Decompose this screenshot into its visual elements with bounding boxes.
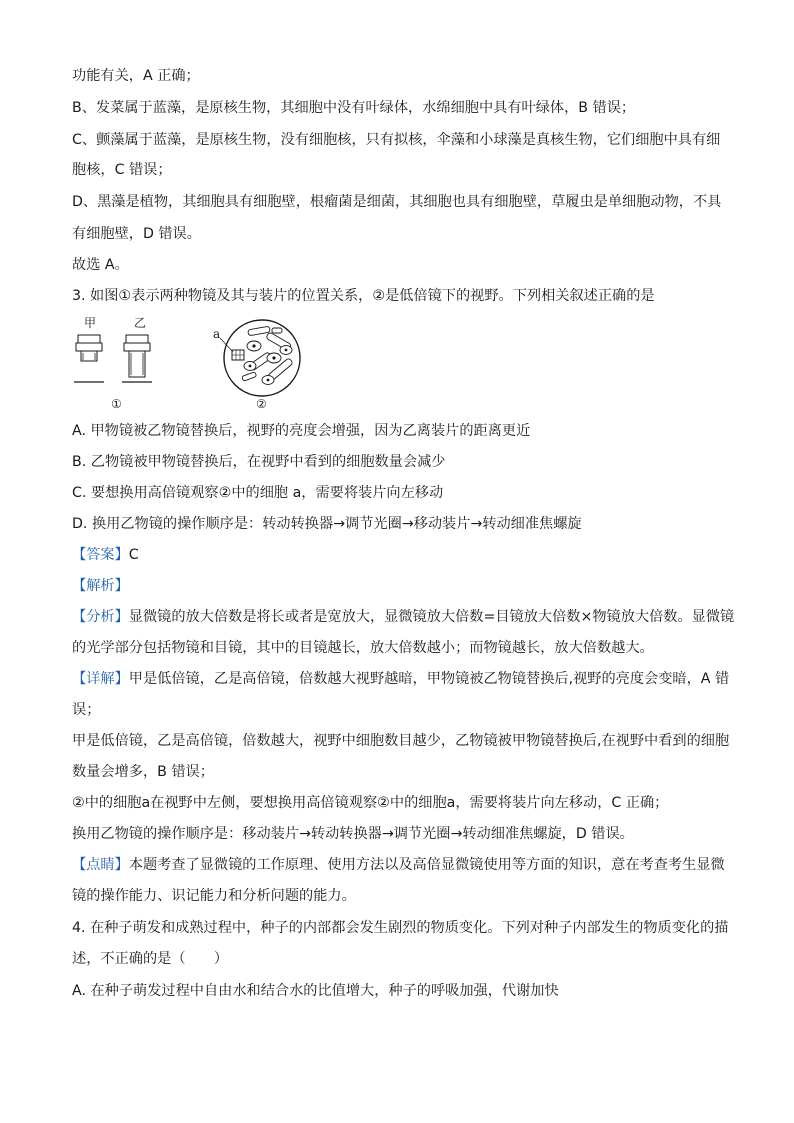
caption-2: ② [256, 397, 267, 411]
text-line: B、发菜属于蓝藻，是原核生物，其细胞中没有叶绿体，水绵细胞中具有叶绿体，B 错误； [72, 100, 636, 116]
text-line: 胞核，C 错误； [72, 162, 172, 178]
caption-1: ① [111, 397, 122, 411]
fenxi-line-2: 的光学部分包括物镜和目镜，其中的目镜越长，放大倍数越小；而物镜越长，放大倍数越大。 [72, 640, 654, 656]
analysis-tag: 【解析】 [72, 578, 129, 594]
option-a: A. 甲物镜被乙物镜替换后，视野的亮度会增强，因为乙离装片的距离更近 [72, 423, 531, 439]
answer-line [72, 545, 139, 565]
detail-line: 甲是低倍镜，乙是高倍镜，倍数越大，视野中细胞数目越少，乙物镜被甲物镜替换后,在视野中看到的细胞 [72, 733, 730, 749]
analysis-heading [72, 576, 129, 596]
label-yi: 乙 [134, 316, 147, 330]
option-b: B. 乙物镜被甲物镜替换后，在视野中看到的细胞数量会减少 [72, 454, 446, 470]
text-line: D、黑藻是植物，其细胞具有细胞壁，根瘤菌是细菌，其细胞也具有细胞壁，草履虫是单细胞动物，不具 [72, 194, 722, 210]
option-c: C. 要想换用高倍镜观察②中的细胞 a，需要将装片向左移动 [72, 485, 444, 501]
label-a: a [213, 327, 221, 341]
fenxi-tag: 【分析】 [72, 609, 129, 625]
q4-option-a: A. 在种子萌发过程中自由水和结合水的比值增大，种子的呼吸加强，代谢加快 [72, 983, 559, 999]
text-line: 功能有关，A 正确； [72, 68, 200, 84]
dianjing-line-2: 镜的操作能力、识记能力和分析问题的能力。 [72, 888, 356, 904]
fenxi-text: 显微镜的放大倍数是将长或者是宽放大，显微镜放大倍数=目镜放大倍数×物镜放大倍数。显微镜 [128, 609, 735, 625]
field-of-view-icon [220, 320, 300, 396]
text-line: C、颤藻属于蓝藻，是原核生物，没有细胞核，只有拟核，伞藻和小球藻是真核生物，它们细胞中具有细 [72, 132, 721, 148]
fenxi-line-1 [72, 607, 734, 627]
dianjing-text: 本题考查了显微镜的工作原理、使用方法以及高倍显微镜使用等方面的知识，意在考查考生显微 [128, 857, 725, 873]
text-line: 故选 A。 [72, 257, 129, 273]
dianjing-tag: 【点睛】 [72, 857, 129, 873]
question-4-stem: 4. 在种子萌发和成熟过程中，种子的内部都会发生剧烈的物质变化。下列对种子内部发生的物质变化的描 [72, 920, 729, 936]
question-4-stem-cont: 述，不正确的是（ ） [72, 951, 229, 967]
microscope-figure [70, 314, 320, 414]
answer-value: C [128, 547, 139, 563]
detail-line: 数量会增多，B 错误； [72, 764, 214, 780]
xiangjie-tag: 【详解】 [72, 671, 129, 687]
question-3-stem: 3. 如图①表示两种物镜及其与装片的位置关系，②是低倍镜下的视野。下列相关叙述正确的是 [72, 288, 655, 304]
objective-lens-diagram [70, 314, 320, 414]
text-line: 有细胞壁，D 错误。 [72, 226, 201, 242]
detail-line: 换用乙物镜的操作顺序是：移动装片→转动转换器→调节光圈→转动细准焦螺旋，D 错误。 [72, 826, 634, 842]
option-d: D. 换用乙物镜的操作顺序是：转动转换器→调节光圈→移动装片→转动细准焦螺旋 [72, 516, 582, 532]
label-jia: 甲 [84, 316, 97, 330]
xiangjie-line-1 [72, 669, 729, 689]
objective-yi-icon [124, 335, 150, 377]
xiangjie-line-2: 误； [72, 702, 101, 718]
xiangjie-text: 甲是低倍镜，乙是高倍镜，倍数越大视野越暗，甲物镜被乙物镜替换后,视野的亮度会变暗，A 错 [128, 671, 730, 687]
answer-tag: 【答案】 [72, 547, 129, 563]
objective-jia-icon [76, 335, 102, 361]
detail-line: ②中的细胞a在视野中左侧，要想换用高倍镜观察②中的细胞a，需要将装片向左移动，C 正确； [72, 795, 669, 811]
dianjing-line-1 [72, 855, 725, 875]
